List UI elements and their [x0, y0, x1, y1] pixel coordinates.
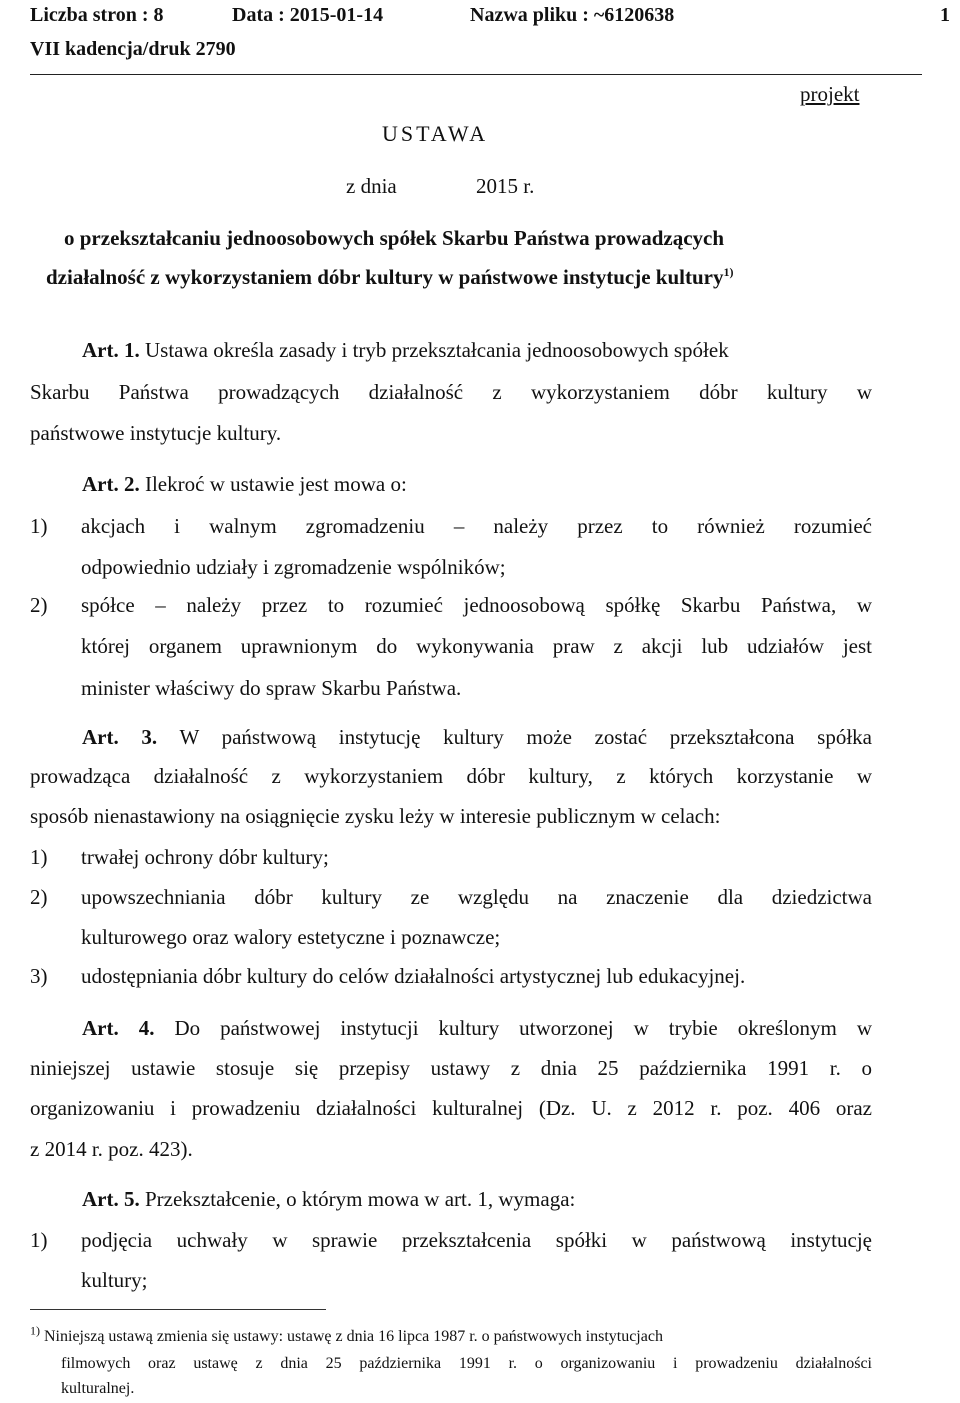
- art-1-line-2: Skarbu Państwa prowadzących działalność z wykorzystaniem dóbr kultury w: [30, 380, 872, 404]
- art-1-line-1: Art. 1. Ustawa określa zasady i tryb przekształcania jednoosobowych spółek: [82, 338, 729, 362]
- document-date: Data : 2015-01-14: [232, 4, 384, 26]
- footnote-rule: [30, 1309, 326, 1310]
- art-3-item-3-num: 3): [30, 964, 48, 988]
- header-rule: [30, 74, 922, 75]
- art-2-item-1-line-1: akcjach i walnym zgromadzeniu – należy przez to również rozumieć: [81, 514, 872, 538]
- art-4-line-3: organizowaniu i prowadzeniu działalności kulturalnej (Dz. U. z 2012 r. poz. 406 oraz: [30, 1096, 872, 1120]
- art-3-line-2: prowadząca działalność z wykorzystaniem dóbr kultury, z których korzystanie w: [30, 764, 872, 788]
- art-4-line-2: niniejszej ustawie stosuje się przepisy ustawy z dnia 25 października 1991 r. o: [30, 1056, 872, 1080]
- art-5-item-1-line-2: kultury;: [81, 1268, 148, 1292]
- art-2-item-1-line-2: odpowiednio udziały i zgromadzenie wspólników;: [81, 555, 506, 579]
- art-1-line-3: państwowe instytucje kultury.: [30, 421, 282, 445]
- footnote-line-2: filmowych oraz ustawę z dnia 25 października 1991 r. o organizowaniu i prowadzeniu działalności: [61, 1355, 872, 1372]
- art-3-line-1: Art. 3. W państwową instytucję kultury może zostać przekształcona spółka: [82, 725, 873, 749]
- term-print-number: VII kadencja/druk 2790: [30, 38, 236, 60]
- art-4-line-4: z 2014 r. poz. 423).: [30, 1137, 193, 1161]
- art-3-item-2-line-1: upowszechniania dóbr kultury ze względu na znaczenie dla dziedzictwa: [81, 885, 872, 909]
- art-5-item-1-num: 1): [30, 1228, 48, 1252]
- art-2-item-2-line-3: minister właściwy do spraw Skarbu Państwa.: [81, 676, 462, 700]
- art-3-line-3: sposób nienastawiony na osiągnięcie zysku leży w interesie publicznym w celach:: [30, 804, 721, 828]
- page-number: 1: [940, 4, 950, 26]
- document-title: USTAWA: [382, 121, 489, 146]
- footnote-line-1: $^{1)}$ Niniejszą ustawą zmienia się ustawy: ustawę z dnia 16 lipca 1987 r. o państwowych instytucjach: [30, 1323, 663, 1345]
- file-name: Nazwa pliku : ~6120638: [470, 4, 675, 26]
- footnote-ref: 1): [723, 265, 734, 279]
- art-5-item-1-line-1: podjęcia uchwały w sprawie przekształcenia spółki w państwową instytucję: [81, 1228, 872, 1252]
- subtitle-line-2: działalność z wykorzystaniem dóbr kultury w państwowe instytucje kultury$^{1)}$: [46, 265, 734, 289]
- art-3-item-1-line-1: trwałej ochrony dóbr kultury;: [81, 845, 329, 869]
- art-3-item-2-num: 2): [30, 885, 48, 909]
- page-count: Liczba stron : 8: [30, 4, 164, 26]
- art-2-item-2-num: 2): [30, 593, 48, 617]
- art-4-line-1: Art. 4. Do państwowej instytucji kultury utworzonej w trybie określonym w: [82, 1016, 873, 1040]
- footnote-mark: 1): [30, 1323, 40, 1338]
- art-5-intro: Art. 5. Przekształcenie, o którym mowa w art. 1, wymaga:: [82, 1187, 576, 1211]
- footnote-line-3: kulturalnej.: [61, 1380, 135, 1397]
- art-2-item-2-line-1: spółce – należy przez to rozumieć jednoosobową spółkę Skarbu Państwa, w: [81, 593, 872, 617]
- art-2-intro: Art. 2. Ilekroć w ustawie jest mowa o:: [82, 472, 407, 496]
- art-3-item-2-line-2: kulturowego oraz walory estetyczne i poznawcze;: [81, 925, 501, 949]
- art-3-item-1-num: 1): [30, 845, 48, 869]
- date-prefix: z dnia: [346, 174, 397, 198]
- art-3-item-3-line-1: udostępniania dóbr kultury do celów działalności artystycznej lub edukacyjnej.: [81, 964, 746, 988]
- projekt-label: projekt: [800, 82, 860, 106]
- subtitle-line-1: o przekształcaniu jednoosobowych spółek Skarbu Państwa prowadzących: [64, 226, 725, 250]
- art-2-item-2-line-2: której organem uprawnionym do wykonywania praw z akcji lub udziałów jest: [81, 634, 872, 658]
- art-2-item-1-num: 1): [30, 514, 48, 538]
- date-year: 2015 r.: [476, 174, 535, 198]
